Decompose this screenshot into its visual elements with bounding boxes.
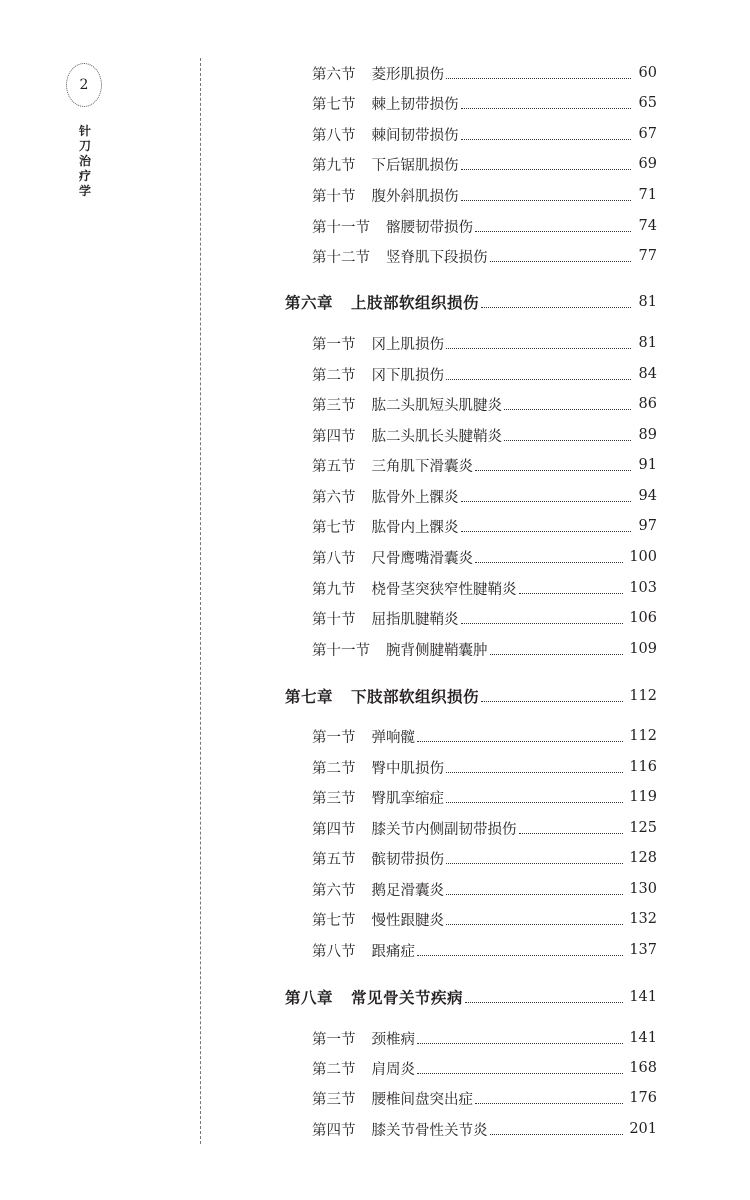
- section-title: 桡骨茎突狭窄性腱鞘炎: [371, 581, 517, 598]
- section-title: 腹外斜肌损伤: [371, 188, 459, 205]
- page-reference: 141: [629, 989, 657, 1005]
- section-title: 髂腰韧带损伤: [386, 219, 473, 236]
- section-title: 冈上肌损伤: [371, 336, 444, 353]
- section-number: 第十二节: [312, 249, 370, 266]
- toc-section-entry[interactable]: [312, 637, 657, 661]
- toc-section-entry[interactable]: [312, 331, 657, 355]
- section-number: 第七节: [312, 912, 356, 929]
- dot-leader: [461, 200, 632, 201]
- dot-leader: [446, 924, 623, 925]
- page-number: 2: [79, 77, 89, 93]
- page-reference: 94: [638, 488, 657, 504]
- dot-leader: [475, 231, 631, 232]
- chapter-title: 上肢部软组织损伤: [351, 293, 480, 312]
- section-number: 第四节: [312, 428, 356, 445]
- toc-section-entry[interactable]: [312, 606, 657, 630]
- page-reference: 89: [638, 427, 657, 443]
- toc-section-entry[interactable]: [312, 484, 657, 508]
- page-reference: 125: [629, 820, 657, 836]
- dot-leader: [446, 348, 631, 349]
- section-title: 棘间韧带损伤: [371, 127, 459, 144]
- toc-section-entry[interactable]: [312, 152, 657, 176]
- section-number: 第十节: [312, 188, 356, 205]
- page-reference: 112: [629, 728, 657, 744]
- section-number: 第二节: [312, 760, 356, 777]
- section-number: 第三节: [312, 1091, 356, 1108]
- dot-leader: [475, 470, 631, 471]
- page-reference: 71: [638, 187, 657, 203]
- section-title: 臀肌挛缩症: [371, 790, 444, 807]
- section-number: 第八节: [312, 550, 356, 567]
- chapter-title: 下肢部软组织损伤: [351, 687, 480, 706]
- section-title: 肱骨内上髁炎: [371, 519, 459, 536]
- section-title: 跟痛症: [371, 943, 415, 960]
- running-book-title: 针刀治疗学: [78, 124, 91, 198]
- chapter-number: 第七章: [285, 687, 334, 706]
- dot-leader: [475, 562, 623, 563]
- section-title: 竖脊肌下段损伤: [386, 249, 488, 266]
- section-number: 第七节: [312, 519, 356, 536]
- dot-leader: [465, 1002, 623, 1003]
- toc-section-entry[interactable]: [312, 423, 657, 447]
- chapter-number: 第六章: [285, 293, 334, 312]
- dot-leader: [490, 1134, 624, 1135]
- toc-section-entry[interactable]: [312, 122, 657, 146]
- toc-section-entry[interactable]: [312, 61, 657, 85]
- section-title: 膝关节内侧副韧带损伤: [371, 821, 517, 838]
- section-title: 尺骨鹰嘴滑囊炎: [371, 550, 473, 567]
- page-reference: 67: [638, 126, 657, 142]
- section-number: 第六节: [312, 66, 356, 83]
- section-title: 颈椎病: [371, 1031, 415, 1048]
- dot-leader: [446, 379, 631, 380]
- page-reference: 141: [629, 1030, 657, 1046]
- dot-leader: [490, 261, 632, 262]
- toc-section-entry[interactable]: [312, 392, 657, 416]
- page-reference: 74: [638, 218, 657, 234]
- toc-section-entry[interactable]: [312, 1026, 657, 1050]
- page-reference: 168: [629, 1060, 657, 1076]
- section-number: 第十一节: [312, 219, 370, 236]
- chapter-title: 常见骨关节疾病: [351, 988, 464, 1007]
- toc-section-entry[interactable]: [312, 1056, 657, 1080]
- section-number: 第六节: [312, 489, 356, 506]
- toc-chapter-entry[interactable]: [285, 985, 657, 1009]
- toc-section-entry[interactable]: [312, 938, 657, 962]
- section-title: 棘上韧带损伤: [371, 96, 459, 113]
- section-title: 髌韧带损伤: [371, 851, 444, 868]
- dot-leader: [461, 623, 624, 624]
- page-reference: 137: [629, 942, 657, 958]
- page-reference: 86: [638, 396, 657, 412]
- section-number: 第四节: [312, 1122, 356, 1139]
- section-number: 第十一节: [312, 642, 370, 659]
- chapter-number: 第八章: [285, 988, 334, 1007]
- section-number: 第七节: [312, 96, 356, 113]
- section-number: 第三节: [312, 790, 356, 807]
- page-reference: 81: [638, 335, 657, 351]
- page-reference: 112: [629, 688, 657, 704]
- page-reference: 69: [638, 156, 657, 172]
- toc-section-entry[interactable]: [312, 244, 657, 268]
- section-number: 第十节: [312, 611, 356, 628]
- dot-leader: [446, 78, 631, 79]
- toc-section-entry[interactable]: [312, 907, 657, 931]
- dot-leader: [417, 741, 623, 742]
- section-title: 臀中肌损伤: [371, 760, 444, 777]
- section-number: 第二节: [312, 1061, 356, 1078]
- section-number: 第五节: [312, 458, 356, 475]
- dot-leader: [519, 593, 624, 594]
- toc-section-entry[interactable]: [312, 514, 657, 538]
- page-reference: 77: [638, 248, 657, 264]
- page-number-badge: [66, 63, 102, 107]
- section-title: 鹅足滑囊炎: [371, 882, 444, 899]
- page-reference: 65: [638, 95, 657, 111]
- toc-chapter-entry[interactable]: [285, 684, 657, 708]
- toc-section-entry[interactable]: [312, 846, 657, 870]
- section-number: 第四节: [312, 821, 356, 838]
- section-title: 菱形肌损伤: [371, 66, 444, 83]
- dot-leader: [461, 169, 632, 170]
- dot-leader: [475, 1103, 623, 1104]
- page-reference: 109: [629, 641, 657, 657]
- dot-leader: [461, 531, 632, 532]
- page-reference: 176: [629, 1090, 657, 1106]
- page-reference: 132: [629, 911, 657, 927]
- page-reference: 201: [629, 1121, 657, 1137]
- dot-leader: [461, 501, 632, 502]
- toc-section-entry[interactable]: [312, 183, 657, 207]
- dot-leader: [461, 108, 632, 109]
- section-number: 第二节: [312, 367, 356, 384]
- page-reference: 130: [629, 881, 657, 897]
- dot-leader: [417, 955, 623, 956]
- section-number: 第一节: [312, 1031, 356, 1048]
- dot-leader: [504, 440, 631, 441]
- section-number: 第五节: [312, 851, 356, 868]
- section-title: 屈指肌腱鞘炎: [371, 611, 459, 628]
- section-title: 下后锯肌损伤: [371, 157, 459, 174]
- toc-section-entry[interactable]: [312, 214, 657, 238]
- page-reference: 84: [638, 366, 657, 382]
- dot-leader: [417, 1073, 623, 1074]
- section-title: 慢性跟腱炎: [371, 912, 444, 929]
- dot-leader: [446, 894, 623, 895]
- section-title: 三角肌下滑囊炎: [371, 458, 473, 475]
- page-reference: 60: [638, 65, 657, 81]
- toc-section-entry[interactable]: [312, 91, 657, 115]
- section-title: 肱二头肌长头腱鞘炎: [371, 428, 502, 445]
- toc-section-entry[interactable]: [312, 816, 657, 840]
- page-reference: 116: [629, 759, 657, 775]
- dot-leader: [519, 833, 624, 834]
- section-number: 第八节: [312, 943, 356, 960]
- section-title: 冈下肌损伤: [371, 367, 444, 384]
- dot-leader: [417, 1043, 623, 1044]
- toc-section-entry[interactable]: [312, 785, 657, 809]
- page-reference: 119: [629, 789, 657, 805]
- section-number: 第九节: [312, 581, 356, 598]
- toc-chapter-entry[interactable]: [285, 290, 657, 314]
- toc-section-entry[interactable]: [312, 362, 657, 386]
- page-reference: 100: [629, 549, 657, 565]
- dot-leader: [504, 409, 631, 410]
- margin-divider: [200, 58, 201, 1144]
- dot-leader: [446, 802, 623, 803]
- dot-leader: [481, 307, 631, 308]
- section-number: 第一节: [312, 336, 356, 353]
- section-number: 第六节: [312, 882, 356, 899]
- section-number: 第八节: [312, 127, 356, 144]
- toc-section-entry[interactable]: [312, 453, 657, 477]
- section-title: 腕背侧腱鞘囊肿: [386, 642, 488, 659]
- toc-section-entry[interactable]: [312, 1117, 657, 1141]
- page-reference: 103: [629, 580, 657, 596]
- section-number: 第三节: [312, 397, 356, 414]
- toc-section-entry[interactable]: [312, 1086, 657, 1110]
- dot-leader: [446, 863, 623, 864]
- page-reference: 128: [629, 850, 657, 866]
- dot-leader: [490, 654, 624, 655]
- section-title: 肱骨外上髁炎: [371, 489, 459, 506]
- page-reference: 81: [638, 294, 657, 310]
- section-title: 肩周炎: [371, 1061, 415, 1078]
- section-number: 第一节: [312, 729, 356, 746]
- toc-section-entry[interactable]: [312, 877, 657, 901]
- dot-leader: [481, 701, 623, 702]
- section-title: 膝关节骨性关节炎: [371, 1122, 488, 1139]
- toc-section-entry[interactable]: [312, 576, 657, 600]
- page-reference: 97: [638, 518, 657, 534]
- dot-leader: [461, 139, 632, 140]
- page-reference: 106: [629, 610, 657, 626]
- toc-section-entry[interactable]: [312, 724, 657, 748]
- section-title: 肱二头肌短头肌腱炎: [371, 397, 502, 414]
- toc-section-entry[interactable]: [312, 545, 657, 569]
- section-title: 弹响髋: [371, 729, 415, 746]
- page-reference: 91: [638, 457, 657, 473]
- dot-leader: [446, 772, 623, 773]
- section-title: 腰椎间盘突出症: [371, 1091, 473, 1108]
- toc-section-entry[interactable]: [312, 755, 657, 779]
- section-number: 第九节: [312, 157, 356, 174]
